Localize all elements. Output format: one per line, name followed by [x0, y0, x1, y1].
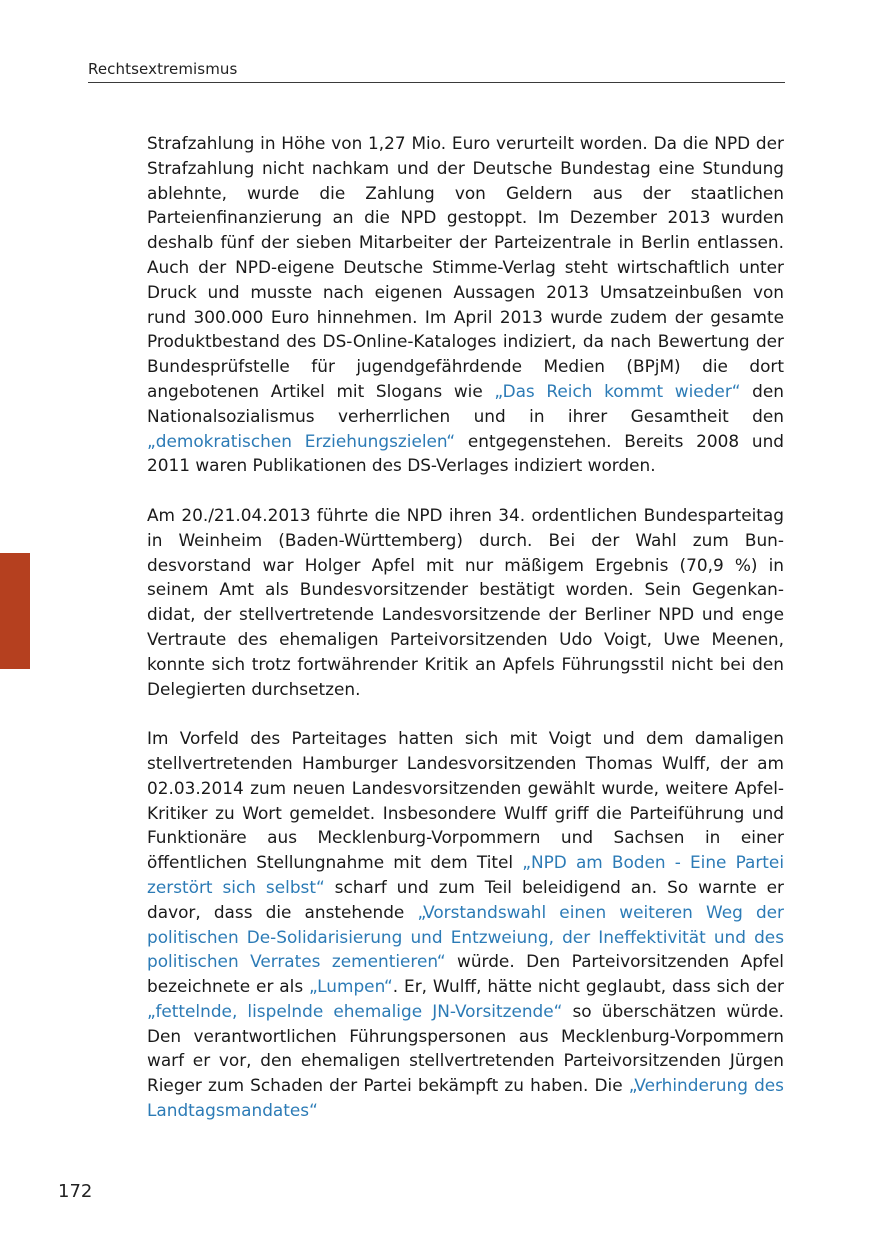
paragraph	[147, 726, 784, 1123]
text-segment: Im Vorfeld des Parteitages hatten sich mit Voigt und dem damaligen stellvertretenden Hamburger Landesvorsitzenden Thomas Wulff, der am 02.03.2014 zum neuen Landesvorsitzenden gewählt wurde, weitere Apfel-Kritiker zu Wort gemeldet. Insbesondere Wulff griff die Parteiführung und Funktionäre aus Mecklenburg-Vorpommern und Sachsen in einer öffentlichen Stellungnahme mit dem Titel	[147, 728, 784, 873]
running-header-title: Rechtsextremismus	[88, 60, 238, 78]
quoted-text: „NPD am Boden - Eine Partei zerstört sich selbst“	[147, 852, 785, 897]
quoted-text: „demokratischen Erziehungszielen“	[147, 430, 456, 451]
quoted-text: „Lumpen“	[309, 976, 393, 997]
text-segment: so überschätzen würde. Den verantwortlichen Führungspersonen aus Mecklenburg-Vorpommern warf er vor, den ehemaligen stellvertretenden Parteivorsitzenden Jürgen Rieger zum Schaden der Partei bekämpft zu haben. Die	[147, 1000, 784, 1096]
text-segment: scharf und zum Teil beleidigend an. So warnte er davor, dass die anstehende	[147, 876, 784, 922]
header-rule	[88, 82, 785, 83]
text-segment: Am 20./21.04.2013 führte die NPD ihren 34. ordentlichen Bundesparteitag in Weinheim (Baden-Württemberg) durch. Bei der Wahl zum Bundesvorstand war Holger Apfel mit nur mäßigem Ergebnis (70,9 %) in seinem Amt als Bundesvorsitzender bestätigt worden. Sein Gegenkandidat, der stellvertretende Landesvorsitzende der Berliner NPD und enge Vertraute des ehemaligen Parteivorsitzenden Udo Voigt, Uwe Meenen, konnte sich trotz fortwährender Kritik an Apfels Führungsstil nicht bei den Delegierten durchsetzen.	[147, 504, 784, 699]
quoted-text: „Vorstandswahl einen weiteren Weg der politischen De-Solidarisierung und Entzweiung, der Ineffektivität und des politischen Verrates zementieren“	[147, 901, 784, 972]
text-segment: Strafzahlung in Höhe von 1,27 Mio. Euro verurteilt worden. Da die NPD der Strafzahlung nicht nachkam und der Deutsche Bundestag eine Stundung ablehnte, wurde die Zahlung von Geldern aus der staatlichen Parteienfinanzierung an die NPD gestoppt. Im Dezember 2013 wurden deshalb fünf der sieben Mitarbeiter der Parteizentrale in Berlin entlassen. Auch der NPD-eigene Deutsche Stimme-Verlag steht wirtschaftlich unter Druck und musste nach eigenen Aussagen 2013 Umsatzeinbußen von rund 300.000 Euro hinnehmen. Im April 2013 wurde zudem der gesamte Produktbestand des DS-Online-Kataloges indiziert, da nach Bewertung der Bundesprüfstelle für jugendgefährdende Medien (BPjM) die dort angebotenen Artikel mit Slogans wie	[147, 133, 784, 401]
text-segment: würde. Den Parteivorsitzenden Apfel bezeichnete er als	[147, 951, 784, 997]
text-segment: . Er, Wulff, hätte nicht geglaubt, dass sich der	[392, 976, 785, 997]
text-segment: entgegenstehen. Bereits 2008 und 2011 waren Publikationen des DS-Verlages indiziert worden.	[147, 430, 784, 476]
page-number: 172	[58, 1181, 93, 1202]
quoted-text: „Das Reich kommt wieder“	[494, 380, 741, 401]
text-segment: den Nationalsozialismus verherrlichen und in ihrer Gesamtheit den	[147, 380, 784, 426]
paragraph	[147, 131, 784, 478]
chapter-side-tab	[0, 553, 30, 669]
paragraph	[147, 503, 784, 701]
body-text	[147, 131, 784, 1123]
quoted-text: „fettelnde, lispelnde ehemalige JN-Vorsitzende“	[147, 1000, 563, 1021]
quoted-text: „Verhinderung des Landtagsmandates“	[147, 1075, 784, 1121]
